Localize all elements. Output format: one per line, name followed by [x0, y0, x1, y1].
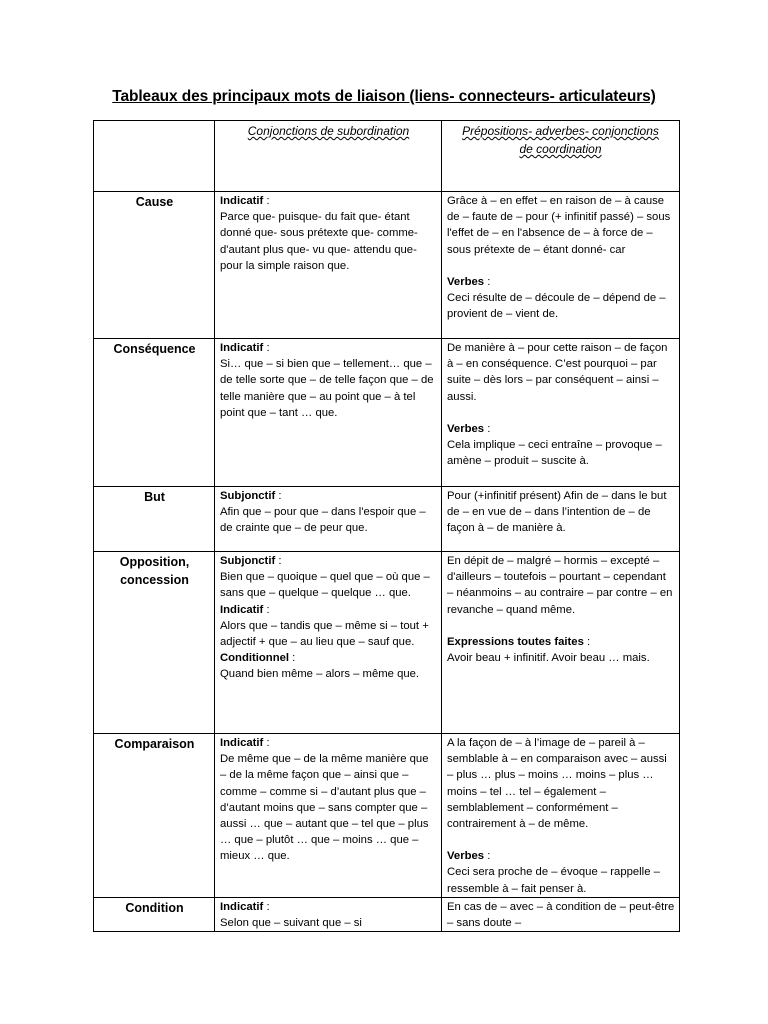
connector-list: En dépit de – malgré – hormis – excepté – d'ailleurs – toutefois – pourtant – cependant – néanmoins – au contraire – par contre – en revanche – quand même.: [447, 555, 673, 616]
table-row: [94, 192, 680, 339]
connector-list: Selon que – suivant que – si: [220, 917, 362, 930]
prepositions-cell: [442, 192, 680, 339]
subordination-cell: [215, 487, 442, 552]
mode-label: [220, 899, 437, 915]
prepositions-cell: [442, 552, 680, 734]
prepositions-cell: [442, 339, 680, 487]
connector-list: Cela implique – ceci entraîne – provoque – amène – produit – suscite à.: [447, 439, 662, 468]
row-category: Opposition, concession: [94, 552, 215, 734]
row-category: But: [94, 487, 215, 552]
label-colon: :: [263, 195, 270, 207]
mode-label-text: Verbes: [447, 275, 485, 288]
mode-label: [447, 634, 675, 650]
mode-label: [447, 848, 675, 864]
subordination-cell: [215, 734, 442, 898]
prepositions-cell: [442, 897, 680, 931]
subordination-cell: [215, 552, 442, 734]
prepositions-cell: [442, 734, 680, 898]
connector-list: Grâce à – en effet – en raison de – à cause de – faute de – pour (+ infinitif passé) – sous l'effet de – en l'absence de – à force de – sous prétexte de – étant donné- car: [447, 195, 671, 256]
table-row: [94, 734, 680, 898]
header-row: [94, 121, 680, 192]
connector-list: Quand bien même – alors – même que.: [220, 668, 420, 681]
mode-label: [447, 274, 675, 290]
table-row: [94, 552, 680, 734]
label-colon: :: [275, 490, 282, 502]
label-colon: :: [275, 555, 282, 567]
connector-list: Ceci sera proche de – évoque – rappelle – ressemble à – fait penser à.: [447, 866, 660, 895]
mode-label-text: Expressions toutes faites: [447, 635, 584, 648]
connector-list: Parce que- puisque- du fait que- étant donné que- sous prétexte que- comme- d'autant plus que- vu que- attendu que- pour la simple raison que.: [220, 211, 418, 272]
label-colon: :: [484, 422, 491, 435]
mode-label: [220, 602, 437, 618]
mode-label-text: Subjonctif: [220, 555, 276, 567]
connector-list: Afin que – pour que – dans l'espoir que – de crainte que – de peur que.: [220, 506, 426, 535]
row-category: Conséquence: [94, 339, 215, 487]
connector-list: A la façon de – à l’image de – pareil à – semblable à – en comparaison avec – aussi – plus … plus – moins … moins – plus … moins – tel … tel – également – semblablement – conformément – contrairement à – de même.: [447, 737, 667, 831]
mode-label-text: Indicatif: [220, 603, 264, 616]
mode-label-text: Conditionnel: [220, 652, 290, 665]
connector-list: Bien que – quoique – quel que – où que – sans que – quelque – quelque … que.: [220, 571, 430, 600]
connector-list: Ceci résulte de – découle de – dépend de – provient de – vient de.: [447, 292, 666, 321]
block-spacer: [447, 832, 675, 848]
mode-label: [220, 193, 437, 209]
connector-list: De même que – de la même manière que – de la même façon que – ainsi que – comme – comme si – d’autant plus que – d’autant moins que – sans compter que – aussi … que – autant que – tel que – plus … que – plutôt … que – moins … que – mieux … que.: [220, 753, 429, 863]
connector-list: En cas de – avec – à condition de – peut-être – sans doute –: [447, 900, 675, 930]
label-colon: :: [263, 900, 270, 913]
header-prepositions: Prépositions- adverbes- conjonctions de coordination: [442, 121, 680, 192]
connector-list: De manière à – pour cette raison – de façon à – en conséquence. C’est pourquoi – par suite – dès lors – par conséquent – ainsi – aussi.: [447, 342, 668, 403]
mode-label-text: Indicatif: [220, 342, 264, 354]
subordination-cell: [215, 897, 442, 931]
block-spacer: [447, 258, 675, 274]
label-colon: :: [583, 635, 591, 648]
mode-label: [220, 735, 437, 751]
mode-label-text: Indicatif: [220, 900, 264, 913]
label-colon: :: [484, 850, 491, 863]
mode-label: [220, 340, 437, 356]
subordination-cell: [215, 192, 442, 339]
mode-label-text: Subjonctif: [220, 490, 276, 502]
prepositions-cell: [442, 487, 680, 552]
label-colon: :: [289, 652, 296, 665]
mode-label-text: Indicatif: [220, 737, 264, 749]
row-category: Comparaison: [94, 734, 215, 898]
row-category: Cause: [94, 192, 215, 339]
label-colon: :: [484, 275, 491, 288]
mode-label-text: Verbes: [447, 850, 485, 863]
header-empty-cell: [94, 121, 215, 192]
header-subordination: Conjonctions de subordination: [215, 121, 442, 192]
block-spacer: [447, 405, 675, 421]
block-spacer: [447, 618, 675, 634]
connector-list: Si… que – si bien que – tellement… que – de telle sorte que – de telle façon que – de telle manière que – au point que – à tel point que – tant … que.: [220, 358, 434, 419]
label-colon: :: [263, 342, 270, 354]
mode-label: [220, 650, 437, 666]
mode-label-text: Indicatif: [220, 195, 264, 207]
mode-label: [447, 421, 675, 437]
connector-list: Pour (+infinitif présent) Afin de – dans le but de – en vue de – dans l’intention de – de façon à – de manière à.: [447, 490, 667, 535]
connector-list: Alors que – tandis que – même si – tout + adjectif + que – au lieu que – sauf que.: [220, 619, 429, 649]
connector-list: Avoir beau + infinitif. Avoir beau … mais.: [447, 652, 650, 665]
mode-label: [220, 488, 437, 504]
table-row: [94, 897, 680, 931]
mode-label: [220, 553, 437, 569]
table-row: [94, 339, 680, 487]
mode-label-text: Verbes: [447, 422, 485, 435]
label-colon: :: [263, 737, 270, 749]
table-row: [94, 487, 680, 552]
label-colon: :: [263, 603, 270, 616]
row-category: Condition: [94, 897, 215, 931]
subordination-cell: [215, 339, 442, 487]
document-title: Tableaux des principaux mots de liaison (liens- connecteurs- articulateurs): [112, 88, 656, 105]
connectors-table: [93, 120, 680, 932]
